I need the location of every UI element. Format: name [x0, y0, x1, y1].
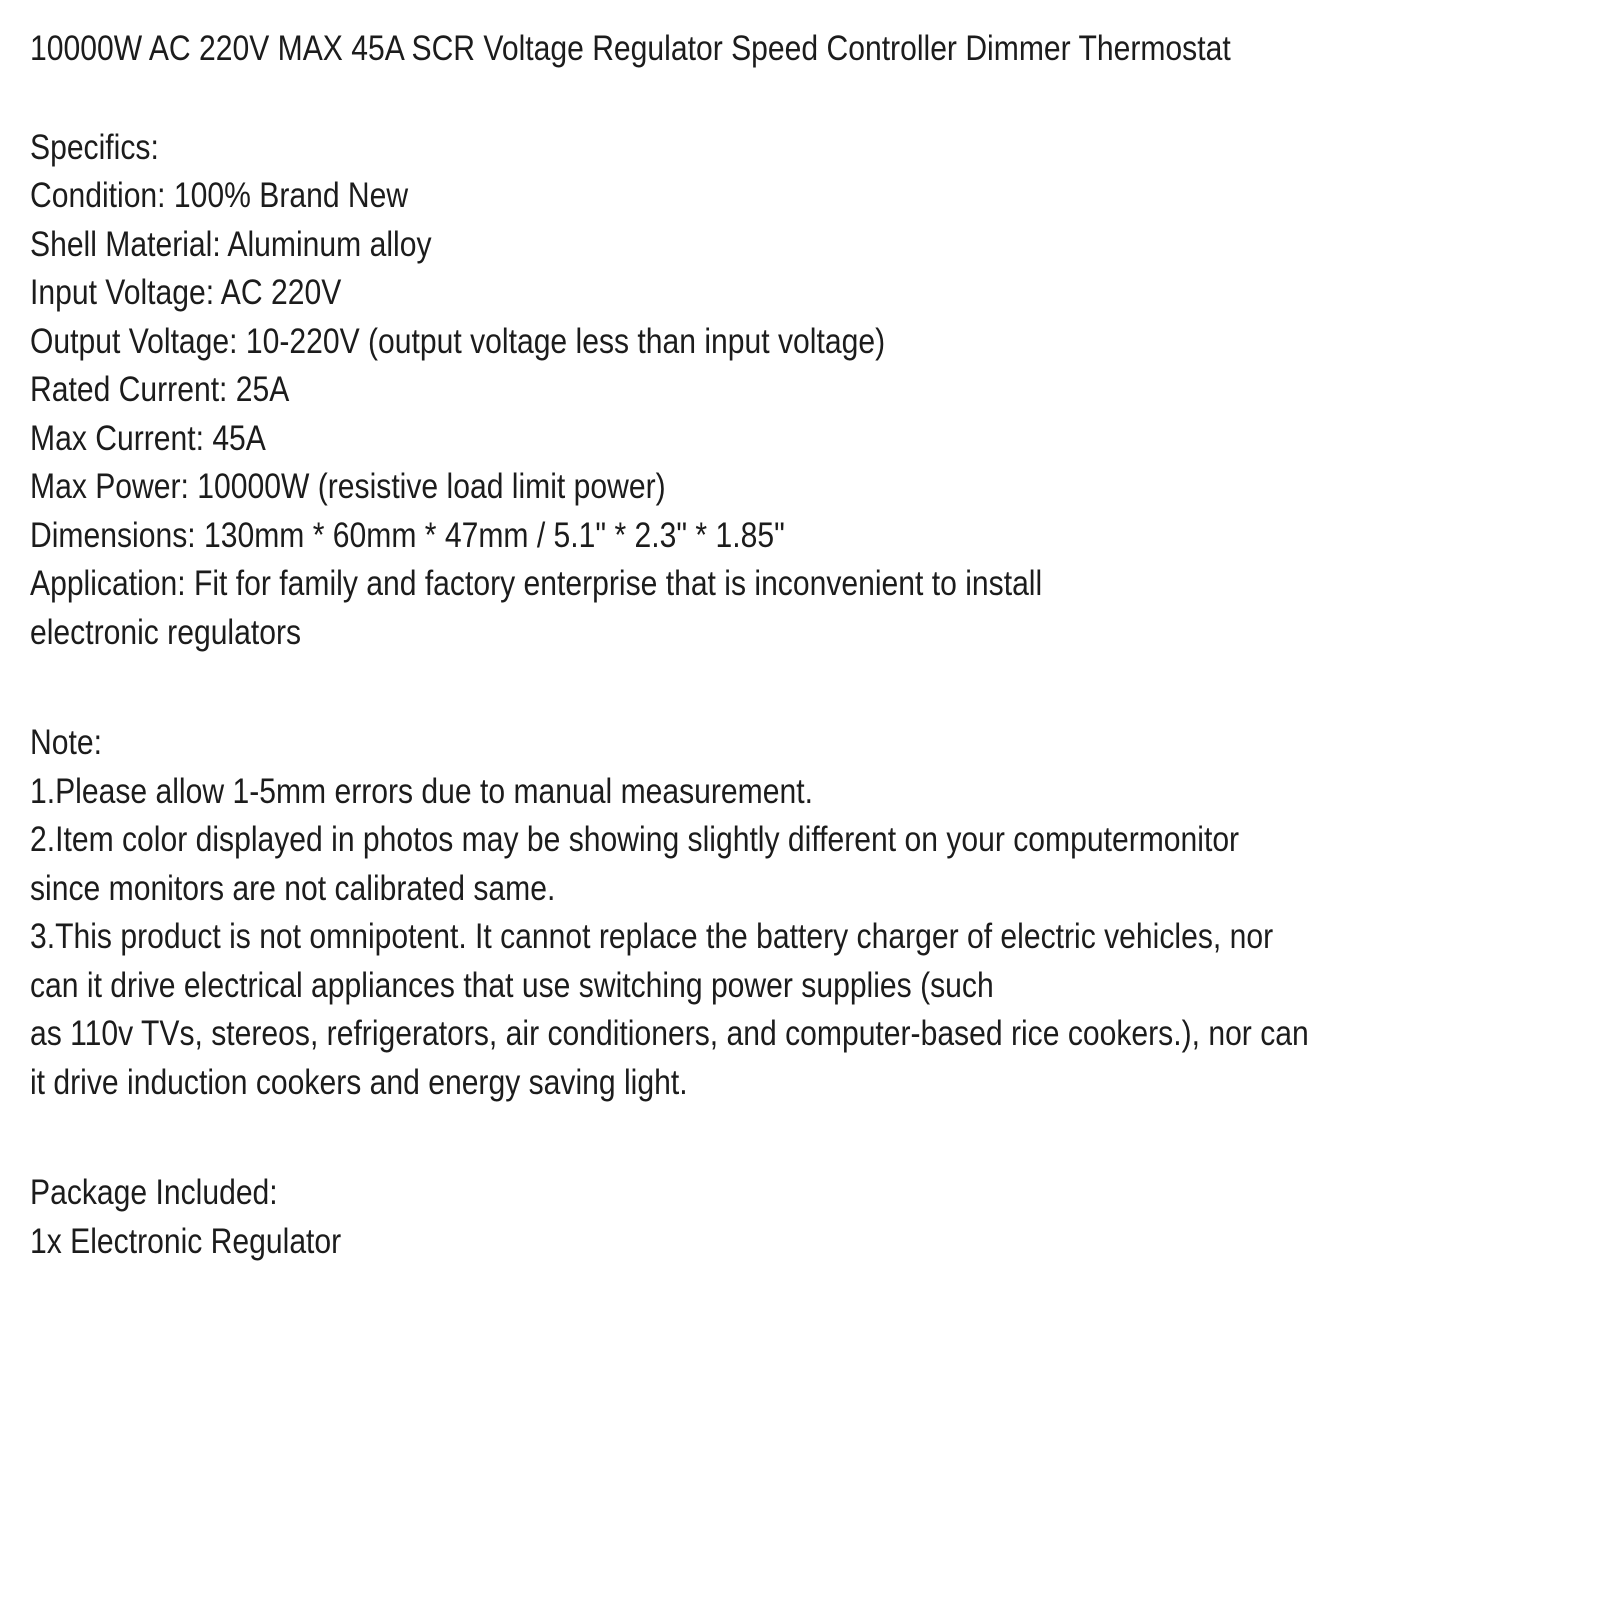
spec-line-output-voltage: Output Voltage: 10-220V (output voltage less than input voltage): [30, 321, 886, 361]
note-line-1: 1.Please allow 1-5mm errors due to manual measurement.: [30, 771, 813, 811]
note-line-2-cont: since monitors are not calibrated same.: [30, 868, 556, 908]
package-heading: Package Included:: [30, 1173, 278, 1212]
specifics-heading: Specifics:: [30, 127, 159, 167]
spec-line-condition: Condition: 100% Brand New: [30, 176, 409, 215]
note-line-3-cont-c: it drive induction cookers and energy saving light.: [30, 1062, 688, 1102]
note-heading: Note:: [30, 723, 102, 762]
spec-line-input-voltage: Input Voltage: AC 220V: [30, 273, 342, 312]
specifics-section: [30, 124, 1570, 658]
spec-line-max-power: Max Power: 10000W (resistive load limit power): [30, 467, 666, 506]
spec-line-application-cont: electronic regulators: [30, 612, 302, 652]
note-line-2: 2.Item color displayed in photos may be showing slightly different on your computermonitor: [30, 820, 1240, 859]
spec-line-application: Application: Fit for family and factory enterprise that is inconvenient to install: [30, 564, 1043, 603]
spec-line-shell-material: Shell Material: Aluminum alloy: [30, 224, 432, 264]
product-title: 10000W AC 220V MAX 45A SCR Voltage Regulator Speed Controller Dimmer Thermostat: [30, 29, 1231, 68]
spec-line-max-current: Max Current: 45A: [30, 418, 266, 458]
note-line-3-cont-b: as 110v TVs, stereos, refrigerators, air conditioners, and computer-based rice cookers.), nor can: [30, 1014, 1309, 1053]
note-line-3-cont-a: can it drive electrical appliances that use switching power supplies (such: [30, 965, 994, 1005]
package-item: 1x Electronic Regulator: [30, 1221, 342, 1261]
note-section: [30, 719, 1570, 1107]
note-line-3: 3.This product is not omnipotent. It cannot replace the battery charger of electric vehicles, nor: [30, 917, 1274, 956]
spec-line-rated-current: Rated Current: 25A: [30, 370, 290, 409]
package-section: [30, 1169, 1570, 1266]
spec-line-dimensions: Dimensions: 130mm * 60mm * 47mm / 5.1" * 2.3" * 1.85": [30, 515, 785, 555]
